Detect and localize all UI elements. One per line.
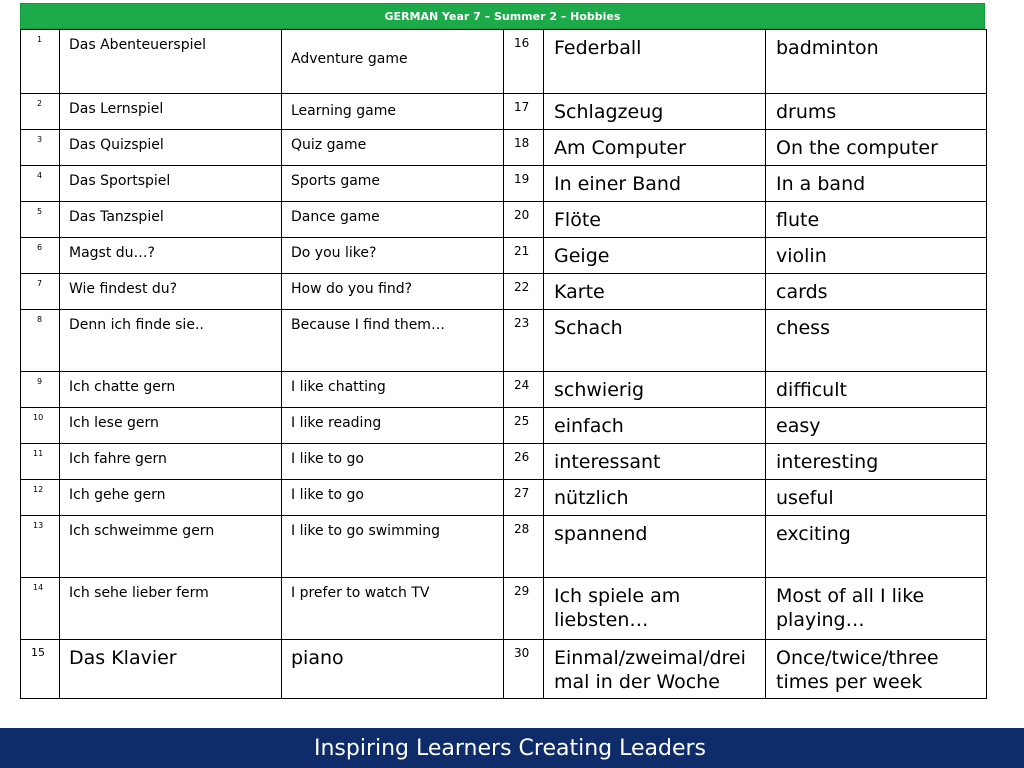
row-number: 12: [21, 480, 60, 516]
german-word: einfach: [544, 408, 766, 444]
table-row: [21, 516, 987, 578]
row-number: 17: [504, 94, 544, 130]
row-number: 24: [504, 372, 544, 408]
german-word: Schach: [544, 310, 766, 372]
german-word: Ich chatte gern: [60, 372, 282, 408]
footer-slogan: Inspiring Learners Creating Leaders: [313, 735, 707, 761]
german-word: Karte: [544, 274, 766, 310]
english-word: Adventure game: [282, 30, 504, 94]
english-word: Once/twice/three times per week: [766, 640, 987, 699]
table-row: [21, 640, 987, 699]
row-number: 11: [21, 444, 60, 480]
german-word: nützlich: [544, 480, 766, 516]
german-word: spannend: [544, 516, 766, 578]
table-row: [21, 480, 987, 516]
english-word: cards: [766, 274, 987, 310]
table-row: [21, 30, 987, 94]
row-number: 2: [21, 94, 60, 130]
german-word: Wie findest du?: [60, 274, 282, 310]
german-word: Das Tanzspiel: [60, 202, 282, 238]
english-word: Learning game: [282, 94, 504, 130]
row-number: 20: [504, 202, 544, 238]
row-number: 30: [504, 640, 544, 699]
row-number: 7: [21, 274, 60, 310]
german-word: Ich sehe lieber ferm: [60, 578, 282, 640]
row-number: 16: [504, 30, 544, 94]
english-word: piano: [282, 640, 504, 699]
row-number: 21: [504, 238, 544, 274]
row-number: 1: [21, 30, 60, 94]
english-word: Sports game: [282, 166, 504, 202]
table-title-text: GERMAN Year 7 – Summer 2 – Hobbies: [384, 9, 621, 23]
english-word: Dance game: [282, 202, 504, 238]
table-title: [20, 3, 985, 29]
row-number: 9: [21, 372, 60, 408]
english-word: I prefer to watch TV: [282, 578, 504, 640]
german-word: Am Computer: [544, 130, 766, 166]
table-row: [21, 310, 987, 372]
row-number: 27: [504, 480, 544, 516]
row-number: 5: [21, 202, 60, 238]
row-number: 19: [504, 166, 544, 202]
english-word: difficult: [766, 372, 987, 408]
english-word: In a band: [766, 166, 987, 202]
row-number: 10: [21, 408, 60, 444]
table-row: [21, 372, 987, 408]
english-word: On the computer: [766, 130, 987, 166]
english-word: exciting: [766, 516, 987, 578]
english-word: interesting: [766, 444, 987, 480]
german-word: Das Klavier: [60, 640, 282, 699]
row-number: 8: [21, 310, 60, 372]
row-number: 18: [504, 130, 544, 166]
table-row: [21, 202, 987, 238]
english-word: Because I find them…: [282, 310, 504, 372]
english-word: I like to go: [282, 480, 504, 516]
english-word: Most of all I like playing…: [766, 578, 987, 640]
table-row: [21, 578, 987, 640]
german-word: schwierig: [544, 372, 766, 408]
english-word: flute: [766, 202, 987, 238]
english-word: useful: [766, 480, 987, 516]
table-row: [21, 94, 987, 130]
table-row: [21, 408, 987, 444]
german-word: Das Lernspiel: [60, 94, 282, 130]
german-word: Flöte: [544, 202, 766, 238]
german-word: interessant: [544, 444, 766, 480]
row-number: 28: [504, 516, 544, 578]
german-word: Ich gehe gern: [60, 480, 282, 516]
german-word: Ich lese gern: [60, 408, 282, 444]
german-word: In einer Band: [544, 166, 766, 202]
german-word: Denn ich finde sie..: [60, 310, 282, 372]
german-word: Federball: [544, 30, 766, 94]
footer-banner: [0, 728, 1024, 768]
english-word: Quiz game: [282, 130, 504, 166]
row-number: 3: [21, 130, 60, 166]
english-word: Do you like?: [282, 238, 504, 274]
table-row: [21, 130, 987, 166]
german-word: Ich fahre gern: [60, 444, 282, 480]
german-word: Magst du…?: [60, 238, 282, 274]
row-number: 6: [21, 238, 60, 274]
table-row: [21, 274, 987, 310]
table-row: [21, 444, 987, 480]
english-word: I like chatting: [282, 372, 504, 408]
english-word: I like to go swimming: [282, 516, 504, 578]
german-word: Das Abenteuerspiel: [60, 30, 282, 94]
german-word: Ich spiele am liebsten…: [544, 578, 766, 640]
english-word: How do you find?: [282, 274, 504, 310]
row-number: 26: [504, 444, 544, 480]
german-word: Das Quizspiel: [60, 130, 282, 166]
table-row: [21, 166, 987, 202]
english-word: easy: [766, 408, 987, 444]
english-word: chess: [766, 310, 987, 372]
english-word: drums: [766, 94, 987, 130]
english-word: badminton: [766, 30, 987, 94]
row-number: 25: [504, 408, 544, 444]
german-word: Schlagzeug: [544, 94, 766, 130]
row-number: 14: [21, 578, 60, 640]
row-number: 23: [504, 310, 544, 372]
german-word: Geige: [544, 238, 766, 274]
german-word: Das Sportspiel: [60, 166, 282, 202]
german-word: Einmal/zweimal/drei mal in der Woche: [544, 640, 766, 699]
row-number: 15: [21, 640, 60, 699]
english-word: I like to go: [282, 444, 504, 480]
vocab-table: [20, 29, 987, 699]
table-row: [21, 238, 987, 274]
row-number: 13: [21, 516, 60, 578]
german-word: Ich schweimme gern: [60, 516, 282, 578]
english-word: violin: [766, 238, 987, 274]
row-number: 4: [21, 166, 60, 202]
english-word: I like reading: [282, 408, 504, 444]
row-number: 22: [504, 274, 544, 310]
row-number: 29: [504, 578, 544, 640]
